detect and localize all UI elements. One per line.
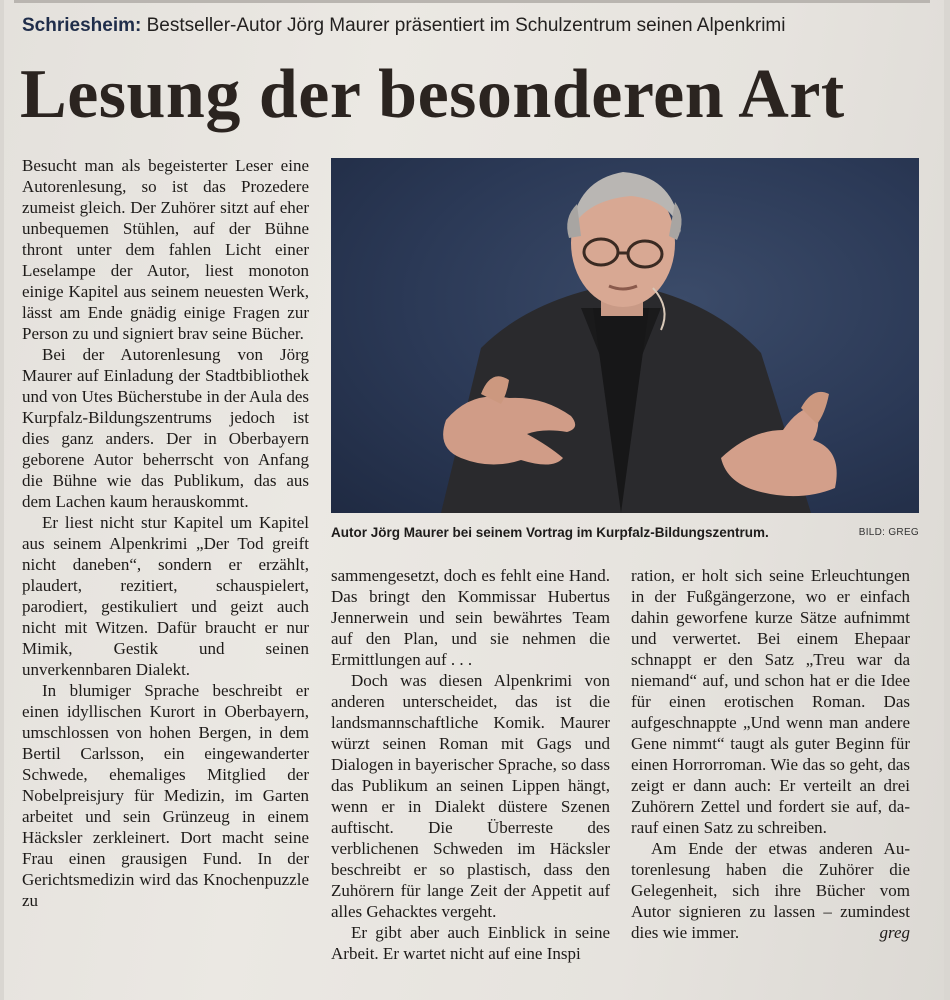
paragraph: sammengesetzt, doch es fehlt eine Hand. Das bringt den Kommissar Hubertus Jennerwein und sein bewährtes Team auf den Plan, und sie nehmen die Ermittlungen auf . . . [331, 566, 610, 669]
kicker-line [22, 13, 922, 39]
paragraph: Er liest nicht stur Kapitel um Kapitel aus seinem Alpenkrimi „Der Tod greift nicht daneben“, sondern er erzählt, plaudert, rezitiert, schauspielert, parodiert, gestikuliert und geizt auch nicht mit Witzen. Dafür braucht er nur Mimik, Gestik und seinen unverkennbaren Dialekt. [22, 513, 309, 679]
article-column-3 [631, 565, 910, 943]
top-rule [14, 0, 930, 3]
article-column-2 [331, 565, 610, 964]
paragraph-text: Am Ende der etwas anderen Autorenlesung haben die Zuhörer die Gelegenheit, sich ihre Bücher vom Autor signieren zu lassen – zumindest dies wie immer. [631, 839, 910, 942]
photo-credit: BILD: GREG [858, 527, 919, 538]
headline: Lesung der besonderen Art [20, 56, 845, 133]
author-photo [331, 158, 919, 513]
kicker-place: Schriesheim: [22, 15, 142, 36]
caption-text: Autor Jörg Maurer bei seinem Vortrag im Kurpfalz-Bildungszentrum. [331, 525, 769, 540]
paragraph: Doch was diesen Alpenkrimi von anderen unterscheidet, das ist die landsmannschaftliche Komik. Maurer würzt seinen Roman mit Gags und Dialogen in bayerischer Sprache, so dass das Publikum an seinen Lippen hängt, wenn er in Dialekt düstere Szenen auftischt. Die Überreste des verblichenen Schweden im Häcksler beschreibt er so plastisch, dass den Zuhörern für lange Zeit der Appetit auf alles Gehacktes vergeht. [331, 671, 610, 921]
paragraph [631, 838, 910, 943]
paragraph: Besucht man als begeisterter Leser eine Autorenlesung, so ist das Prozedere zumeist gleich. Der Zuhörer sitzt auf eher unbequemen Stühlen, auf der Bühne thront unter dem fahlen Licht einer Leselampe der Autor, liest monoton einige Kapitel aus seinem neuesten Werk, lässt am Ende gnädig einige Fragen zur Person zu und signiert brav seine Bücher. [22, 156, 309, 343]
speaker-illustration [331, 158, 919, 513]
paragraph: In blumiger Sprache beschreibt er einen idyllischen Kurort in Oberbayern, umschlossen von hohen Bergen, in dem Bertil Carlsson, ein eingewanderter Schwede, ehemaliges Mitglied der Nobelpreisjury für Medizin, im Garten arbeitet und sein Grünzeug in einem Häcksler zerkleinert. Dort macht seine Frau einen grausigen Fund. In der Gerichtsmedizin wird das Knochenpuzzle zu [22, 681, 309, 910]
paragraph: Er gibt aber auch Einblick in seine Arbeit. Er wartet nicht auf eine Inspi [331, 923, 610, 963]
article-column-1 [22, 155, 309, 911]
paragraph: Bei der Autorenlesung von Jörg Maurer auf Einladung der Stadtbibliothek und von Utes Bücherstube in der Aula des Kurpfalz-Bildungszentrums jedoch ist dies ganz anders. Der in Oberbayern geborene Autor beherrscht von Anfang die Bühne wie das Publikum, das aus dem Lachen kaum herauskommt. [22, 345, 309, 511]
photo-caption [331, 522, 919, 544]
newspaper-page [4, 0, 944, 1000]
author-signature: greg [879, 923, 910, 942]
paragraph: ration, er holt sich seine Erleuchtungen in der Fußgängerzone, wo er einfach dahin geworfene kurze Sätze aufnimmt und verwertet. Bei einem Ehepaar schnappt er den Satz „Treu war da niemand“ auf, und schon hat er die Idee für einen erotischen Roman. Das aufgeschnappte „Und wenn man andere Gene nimmt“ taugt als guter Beginn für einen Horrorroman. Wie das so geht, das zeigt er dann auch: Er verteilt an drei Zuhörern Zettel und fordert sie auf, darauf einen Satz zu schreiben. [631, 566, 910, 837]
kicker-text: Bestseller-Autor Jörg Maurer präsentiert im Schulzentrum seinen Alpenkrimi [146, 15, 786, 36]
